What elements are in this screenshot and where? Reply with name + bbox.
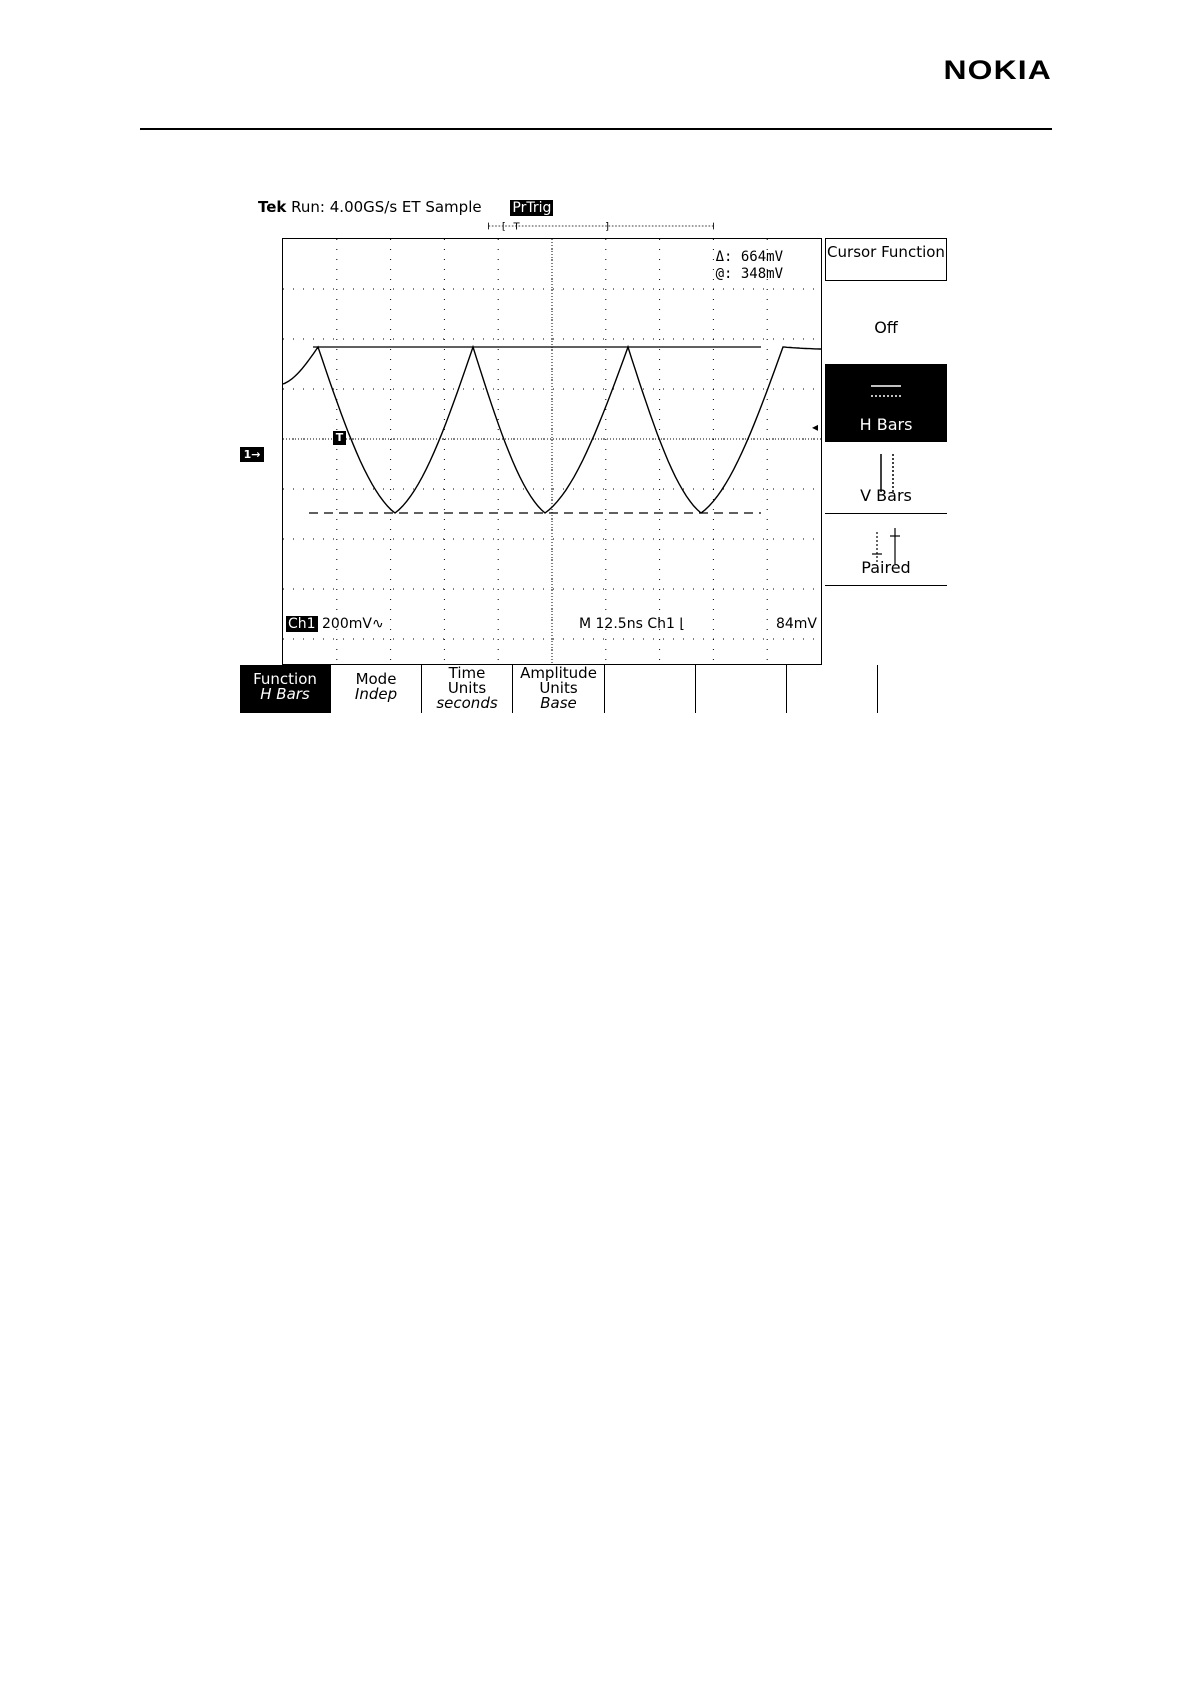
function-button-value: H Bars bbox=[260, 685, 310, 703]
amplitude-units-button-title: Amplitude Units bbox=[520, 664, 597, 697]
time-units-button-title: Time Units bbox=[447, 664, 487, 697]
channel-label: Ch1 bbox=[288, 616, 316, 632]
bottom-menu bbox=[240, 665, 952, 713]
mode-button-value: Indep bbox=[354, 685, 398, 703]
bottom-menu-time-units-button[interactable] bbox=[422, 665, 513, 713]
timebase-readout: M 12.5ns Ch1 ⌊ bbox=[579, 616, 685, 632]
h-bars-label: H Bars bbox=[859, 415, 913, 434]
side-menu-item-h-bars[interactable] bbox=[825, 364, 947, 442]
graticule bbox=[283, 239, 821, 664]
svg-text:[: [ bbox=[501, 221, 506, 231]
bottom-menu-function-button[interactable] bbox=[240, 665, 331, 713]
bottom-menu-blank-button-5[interactable] bbox=[605, 665, 696, 713]
h-bars-icon bbox=[825, 376, 947, 416]
header-rule bbox=[140, 128, 1052, 130]
trigger-level-readout: 84mV bbox=[775, 616, 817, 632]
trigger-level-arrow-icon: ◂ bbox=[812, 420, 819, 434]
oscilloscope-screenshot bbox=[240, 190, 960, 730]
paired-label: Paired bbox=[861, 558, 911, 577]
bottom-menu-mode-button[interactable] bbox=[331, 665, 422, 713]
acquisition-status: Run: 4.00GS/s ET Sample bbox=[291, 198, 482, 216]
side-menu-title: Cursor Function bbox=[825, 238, 947, 281]
bottom-menu-amplitude-units-button[interactable] bbox=[513, 665, 605, 713]
brand-label: Tek bbox=[258, 198, 287, 216]
page-header bbox=[140, 0, 1052, 132]
trigger-position-marker: T bbox=[333, 431, 346, 445]
waveform-display bbox=[282, 238, 822, 665]
cursor-delta-readout: Δ: 664mV bbox=[715, 249, 783, 265]
channel-scale-label bbox=[286, 616, 384, 632]
side-menu-item-off[interactable]: Off bbox=[874, 318, 898, 337]
channel-scale: 200mV bbox=[322, 616, 372, 632]
record-view-bar bbox=[466, 221, 736, 231]
amplitude-units-button-value: Base bbox=[540, 694, 577, 712]
channel-ground-marker: 1→ bbox=[240, 447, 264, 462]
bottom-menu-blank-button-6[interactable] bbox=[696, 665, 787, 713]
mode-button-title: Mode bbox=[355, 670, 397, 688]
side-menu-item-v-bars[interactable] bbox=[825, 442, 947, 514]
v-bars-label: V Bars bbox=[860, 486, 912, 505]
svg-text:]: ] bbox=[605, 221, 610, 231]
side-menu bbox=[825, 238, 951, 665]
bottom-menu-blank-button-7[interactable] bbox=[787, 665, 878, 713]
coupling-icon: ∿ bbox=[371, 616, 384, 632]
cursor-readout bbox=[716, 249, 783, 283]
svg-text:T: T bbox=[513, 221, 520, 231]
status-line bbox=[258, 198, 553, 216]
cursor-position-readout: @: 348mV bbox=[715, 266, 783, 282]
time-units-button-value: seconds bbox=[436, 694, 498, 712]
nokia-logo: NOKIA bbox=[943, 55, 1052, 85]
side-menu-item-paired[interactable] bbox=[825, 514, 947, 586]
trigger-status-badge: PrTrig bbox=[512, 200, 552, 216]
function-button-title: Function bbox=[253, 670, 317, 688]
